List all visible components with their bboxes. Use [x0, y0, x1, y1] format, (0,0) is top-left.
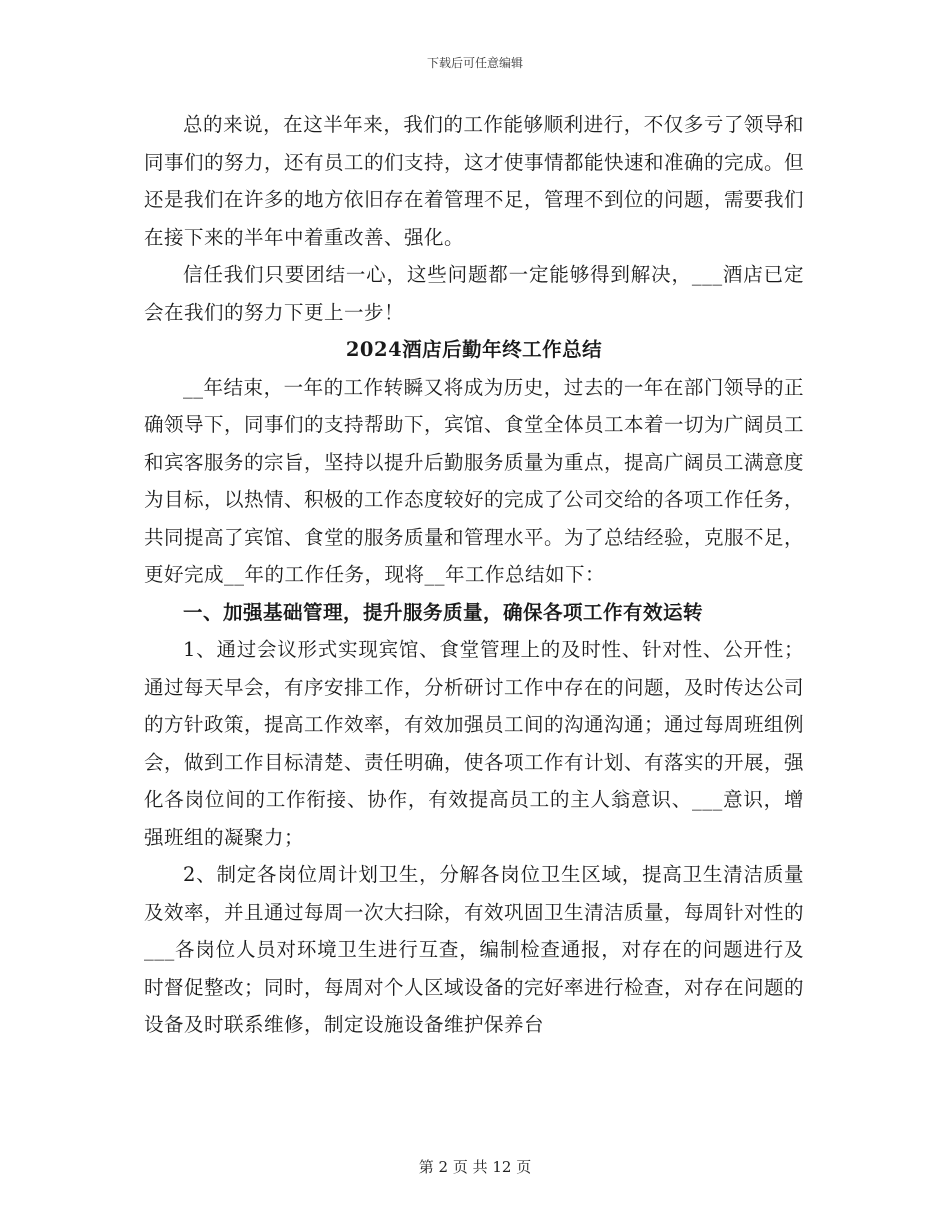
list-item-2: 2、制定各岗位周计划卫生，分解各岗位卫生区域，提高卫生清洁质量及效率，并且通过每周一次大扫除，有效巩固卫生清洁质量，每周针对性的___各岗位人员对环境卫生进行互查，编制检查通报，对存在的问题进行及时督促整改；同时，每周对个人区域设备的完好率进行检查，对存在问题的设备及时联系维修，制定设施设备维护保养台 [144, 863, 805, 1036]
paragraph-intro: __年结束，一年的工作转瞬又将成为历史，过去的一年在部门领导的正确领导下，同事们的支持帮助下，宾馆、食堂全体员工本着一切为广阔员工和宾客服务的宗旨，坚持以提升后勤服务质量为重点，提高广阔员工满意度为目标，以热情、积极的工作态度较好的完成了公司交给的各项工作任务，共同提高了宾馆、食堂的服务质量和管理水平。为了总结经验，克服不足，更好完成__年的工作任务，现将__年工作总结如下： [144, 375, 805, 586]
list-item-1: 1、通过会议形式实现宾馆、食堂管理上的及时性、针对性、公开性；通过每天早会，有序安排工作，分析研讨工作中存在的问题，及时传达公司的方针政策，提高工作效率，有效加强员工间的沟通沟通；通过每周班组例会，做到工作目标清楚、责任明确，使各项工作有计划、有落实的开展，强化各岗位间的工作衔接、协作，有效提高员工的主人翁意识、___意识，增强班组的凝聚力； [144, 638, 805, 849]
document-body [144, 106, 804, 1044]
paragraph-summary: 总的来说，在这半年来，我们的工作能够顺利进行，不仅多亏了领导和同事们的努力，还有员工的们支持，这才使事情都能快速和准确的完成。但还是我们在许多的地方依旧存在着管理不足，管理不到位的问题，需要我们在接下来的半年中着重改善、强化。 [144, 113, 805, 249]
section-heading-1: 一、加强基础管理，提升服务质量，确保各项工作有效运转 [183, 600, 704, 624]
page-header-note: 下载后可任意编辑 [426, 56, 523, 70]
paragraph-confidence: 信任我们只要团结一心，这些问题都一定能够得到解决，___酒店已定会在我们的努力下更上一步！ [144, 263, 804, 324]
page-number: 第 2 页 共 12 页 [418, 1158, 532, 1176]
document-title: 2024酒店后勤年终工作总结 [345, 338, 603, 361]
